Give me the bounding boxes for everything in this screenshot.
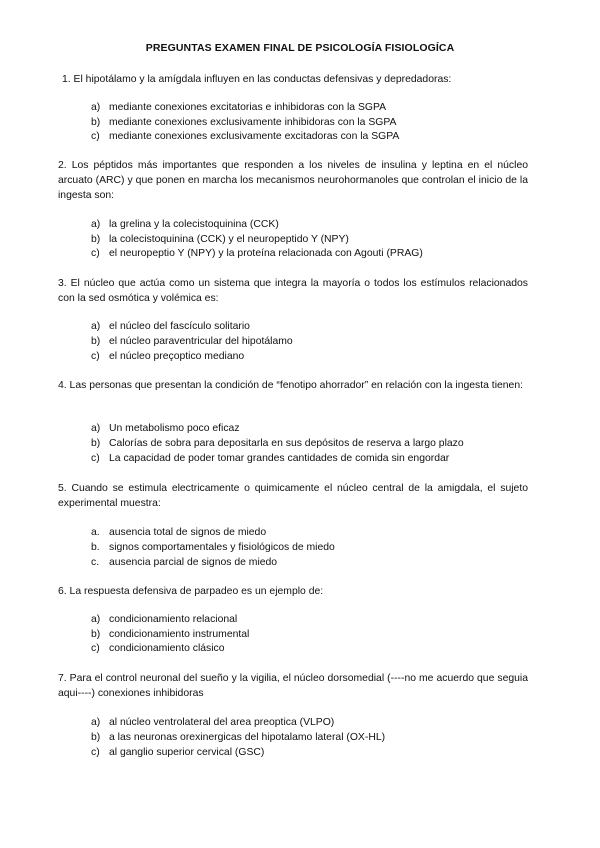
option-text: condicionamiento instrumental <box>109 629 250 640</box>
option-text: signos comportamentales y fisiológicos de miedo <box>109 542 335 553</box>
question-2-option-a <box>91 218 279 232</box>
option-label: c) <box>91 351 100 362</box>
option-label: b. <box>91 542 100 553</box>
question-1-option-b <box>91 116 396 130</box>
question-3-option-c <box>91 350 244 364</box>
option-label: b) <box>91 117 101 128</box>
option-label: a) <box>91 321 101 332</box>
question-3-option-b <box>91 335 293 349</box>
question-7-option-a <box>91 716 334 730</box>
question-5-text: 5. Cuando se estimula electricamente o quimicamente el núcleo central de la amigdala, el sujeto experimental muestra: <box>58 483 528 509</box>
question-1-option-c <box>91 130 399 144</box>
option-text: La capacidad de poder tomar grandes cantidades de comida sin engordar <box>109 453 450 464</box>
option-label: a) <box>91 717 101 728</box>
option-label: b) <box>91 732 101 743</box>
question-6-option-a <box>91 613 237 627</box>
option-label: b) <box>91 438 101 449</box>
question-7-text: 7. Para el control neuronal del sueño y la vigilia, el núcleo dorsomedial (----no me acuerdo que seguia aqui----) conexiones inhibidoras <box>58 673 528 699</box>
option-label: c. <box>91 557 100 568</box>
option-label: a) <box>91 423 101 434</box>
question-1-text: 1. El hipotálamo y la amígdala influyen en las conductas defensivas y depredadoras: <box>62 74 452 85</box>
question-4-option-a <box>91 422 240 436</box>
option-label: b) <box>91 336 101 347</box>
option-text: condicionamiento relacional <box>109 614 238 625</box>
question-4-text: 4. Las personas que presentan la condición de “fenotipo ahorrador” en relación con la ingesta tienen: <box>58 380 524 391</box>
option-text: el neuropeptio Y (NPY) y la proteína relacionada con Agouti (PRAG) <box>109 248 423 259</box>
option-label: a. <box>91 527 100 538</box>
page-title: PREGUNTAS EXAMEN FINAL DE PSICOLOGÍA FISIOLOGÍCA <box>145 42 455 54</box>
option-text: mediante conexiones exclusivamente excitadoras con la SGPA <box>109 131 400 142</box>
option-text: mediante conexiones excitatorias e inhibidoras con la SGPA <box>109 102 387 113</box>
question-2-text: 2. Los péptidos más importantes que responden a los niveles de insulina y leptina en el núcleo arcuato (ARC) y que ponen en marcha los mecanismos neurohormanoles que controlan el inicio de la ingesta son: <box>58 160 528 201</box>
option-text: condicionamiento clásico <box>109 643 225 654</box>
option-label: b) <box>91 234 101 245</box>
option-label: a) <box>91 102 101 113</box>
question-4-option-b <box>91 437 464 451</box>
question-5-option-b <box>91 541 335 555</box>
question-3-option-a <box>91 320 250 334</box>
option-text: al ganglio superior cervical (GSC) <box>109 747 265 758</box>
question-6-option-b <box>91 628 249 642</box>
question-6-text: 6. La respuesta defensiva de parpadeo es un ejemplo de: <box>58 586 324 597</box>
option-label: c) <box>91 453 100 464</box>
option-text: el núcleo paraventricular del hipotálamo <box>109 336 293 347</box>
option-label: c) <box>91 643 100 654</box>
option-text: el núcleo preçoptico mediano <box>109 351 245 362</box>
option-text: el núcleo del fascículo solitario <box>109 321 250 332</box>
question-5-option-c <box>91 556 277 570</box>
option-text: la colecistoquinina (CCK) y el neuropeptido Y (NPY) <box>109 234 349 245</box>
option-text: ausencia total de signos de miedo <box>109 527 267 538</box>
option-label: a) <box>91 219 101 230</box>
question-1-option-a <box>91 101 386 115</box>
option-text: a las neuronas orexinergicas del hipotalamo lateral (OX-HL) <box>109 732 386 743</box>
option-label: c) <box>91 131 100 142</box>
option-label: c) <box>91 248 100 259</box>
option-text: ausencia parcial de signos de miedo <box>109 557 278 568</box>
question-6-option-c <box>91 642 225 656</box>
question-7-option-b <box>91 731 385 745</box>
question-2-option-c <box>91 247 423 261</box>
option-text: al núcleo ventrolateral del area preoptica (VLPO) <box>109 717 335 728</box>
question-4-option-c <box>91 452 449 466</box>
question-3-text: 3. El núcleo que actúa como un sistema que integra la mayoría o todos los estímulos relacionados con la sed osmótica y volémica es: <box>58 278 528 304</box>
question-7-option-c <box>91 746 264 760</box>
option-text: Un metabolismo poco eficaz <box>109 423 240 434</box>
option-text: Calorías de sobra para depositarla en sus depósitos de reserva a largo plazo <box>109 438 464 449</box>
option-text: mediante conexiones exclusivamente inhibidoras con la SGPA <box>109 117 397 128</box>
option-text: la grelina y la colecistoquinina (CCK) <box>109 219 279 230</box>
option-label: a) <box>91 614 101 625</box>
question-2-option-b <box>91 233 349 247</box>
question-5-option-a <box>91 526 266 540</box>
option-label: c) <box>91 747 100 758</box>
option-label: b) <box>91 629 101 640</box>
